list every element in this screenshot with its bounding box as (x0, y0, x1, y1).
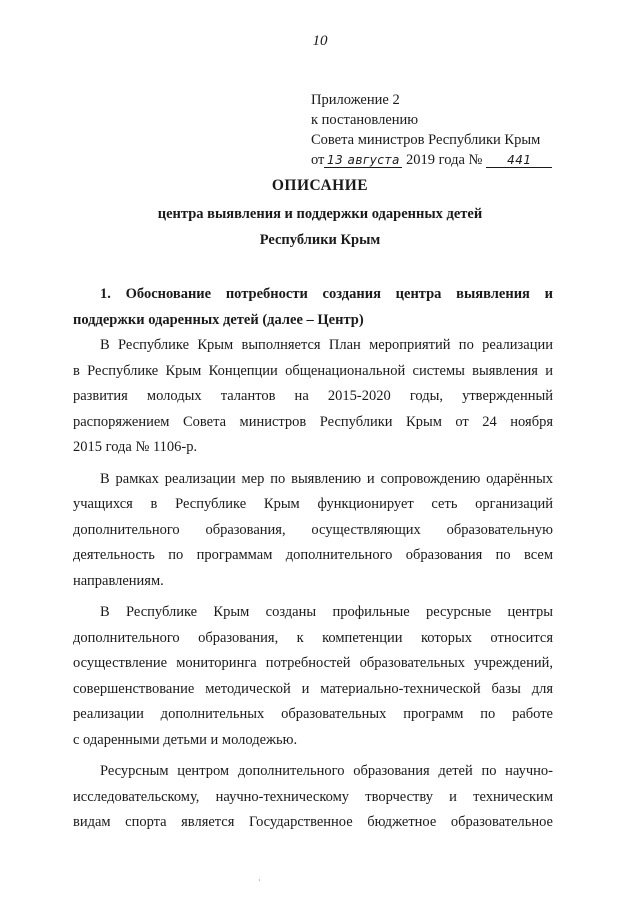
appendix-line-1: Приложение 2 (311, 92, 400, 108)
appendix-line-2: к постановлению (311, 112, 419, 128)
document-subtitle-1: центра выявления и поддержки одаренных детей (157, 206, 483, 222)
section-heading-line-1: 1. Обоснование потребности создания центра выявления и (100, 286, 553, 302)
handwritten-date: 13 августа (324, 153, 402, 168)
paragraph-4-line: Ресурсным центром дополнительного образования детей по научно- (100, 763, 553, 779)
paragraph-4-line: видам спорта является Государственное бюджетное образовательное (73, 814, 553, 830)
document-subtitle-2: Республики Крым (259, 232, 381, 248)
year-label: 2019 года № (406, 152, 483, 168)
section-heading-line-2: поддержки одаренных детей (далее – Центр) (73, 311, 364, 328)
paragraph-1-line: 2015 года № 1106-р. (73, 439, 198, 455)
appendix-line-4 (311, 150, 552, 170)
paragraph-3-line: осуществление мониторинга потребностей образовательных учреждений, (73, 655, 553, 671)
paragraph-1-line: развития молодых талантов на 2015-2020 годы, утвержденный (73, 388, 553, 404)
paragraph-1-line: распоряжением Совета министров Республики Крым от 24 ноября (73, 413, 553, 430)
appendix-line-3: Совета министров Республики Крым (311, 132, 541, 148)
page-number: 10 (312, 33, 328, 49)
paragraph-2-line: учащихся в Республике Крым функционирует сеть организаций (73, 496, 553, 512)
scan-speck: · (258, 876, 261, 885)
paragraph-3-line: дополнительного образования, к компетенции которых относится (73, 629, 553, 646)
paragraph-2-line: деятельность по программам дополнительного образования по всем (73, 547, 553, 563)
paragraph-2-line: дополнительного образования, осуществляющих образовательную (73, 521, 553, 538)
paragraph-1-line: В Республике Крым выполняется План мероприятий по реализации (100, 337, 553, 353)
from-label: от (311, 152, 325, 168)
paragraph-3-line: совершенствование методической и материально-технической базы для (73, 680, 553, 697)
paragraph-3-line: реализации дополнительных образовательных программ по работе (73, 706, 553, 722)
paragraph-2-line: В рамках реализации мер по выявлению и сопровождению одарённых (100, 470, 553, 487)
paragraph-2-line: направлениям. (73, 572, 164, 589)
handwritten-number: 441 (486, 153, 552, 168)
appendix-block (311, 90, 552, 170)
document-title: ОПИСАНИЕ (271, 177, 369, 194)
paragraph-3-line: с одаренными детьми и молодежью. (73, 731, 298, 748)
paragraph-1-line: в Республике Крым Концепции общенациональной системы выявления и (73, 362, 553, 379)
paragraph-3-line: В Республике Крым созданы профильные ресурсные центры (100, 604, 553, 620)
document-body (73, 282, 553, 836)
paragraph-4-line: исследовательскому, научно-техническому творчеству и техническим (73, 788, 553, 805)
